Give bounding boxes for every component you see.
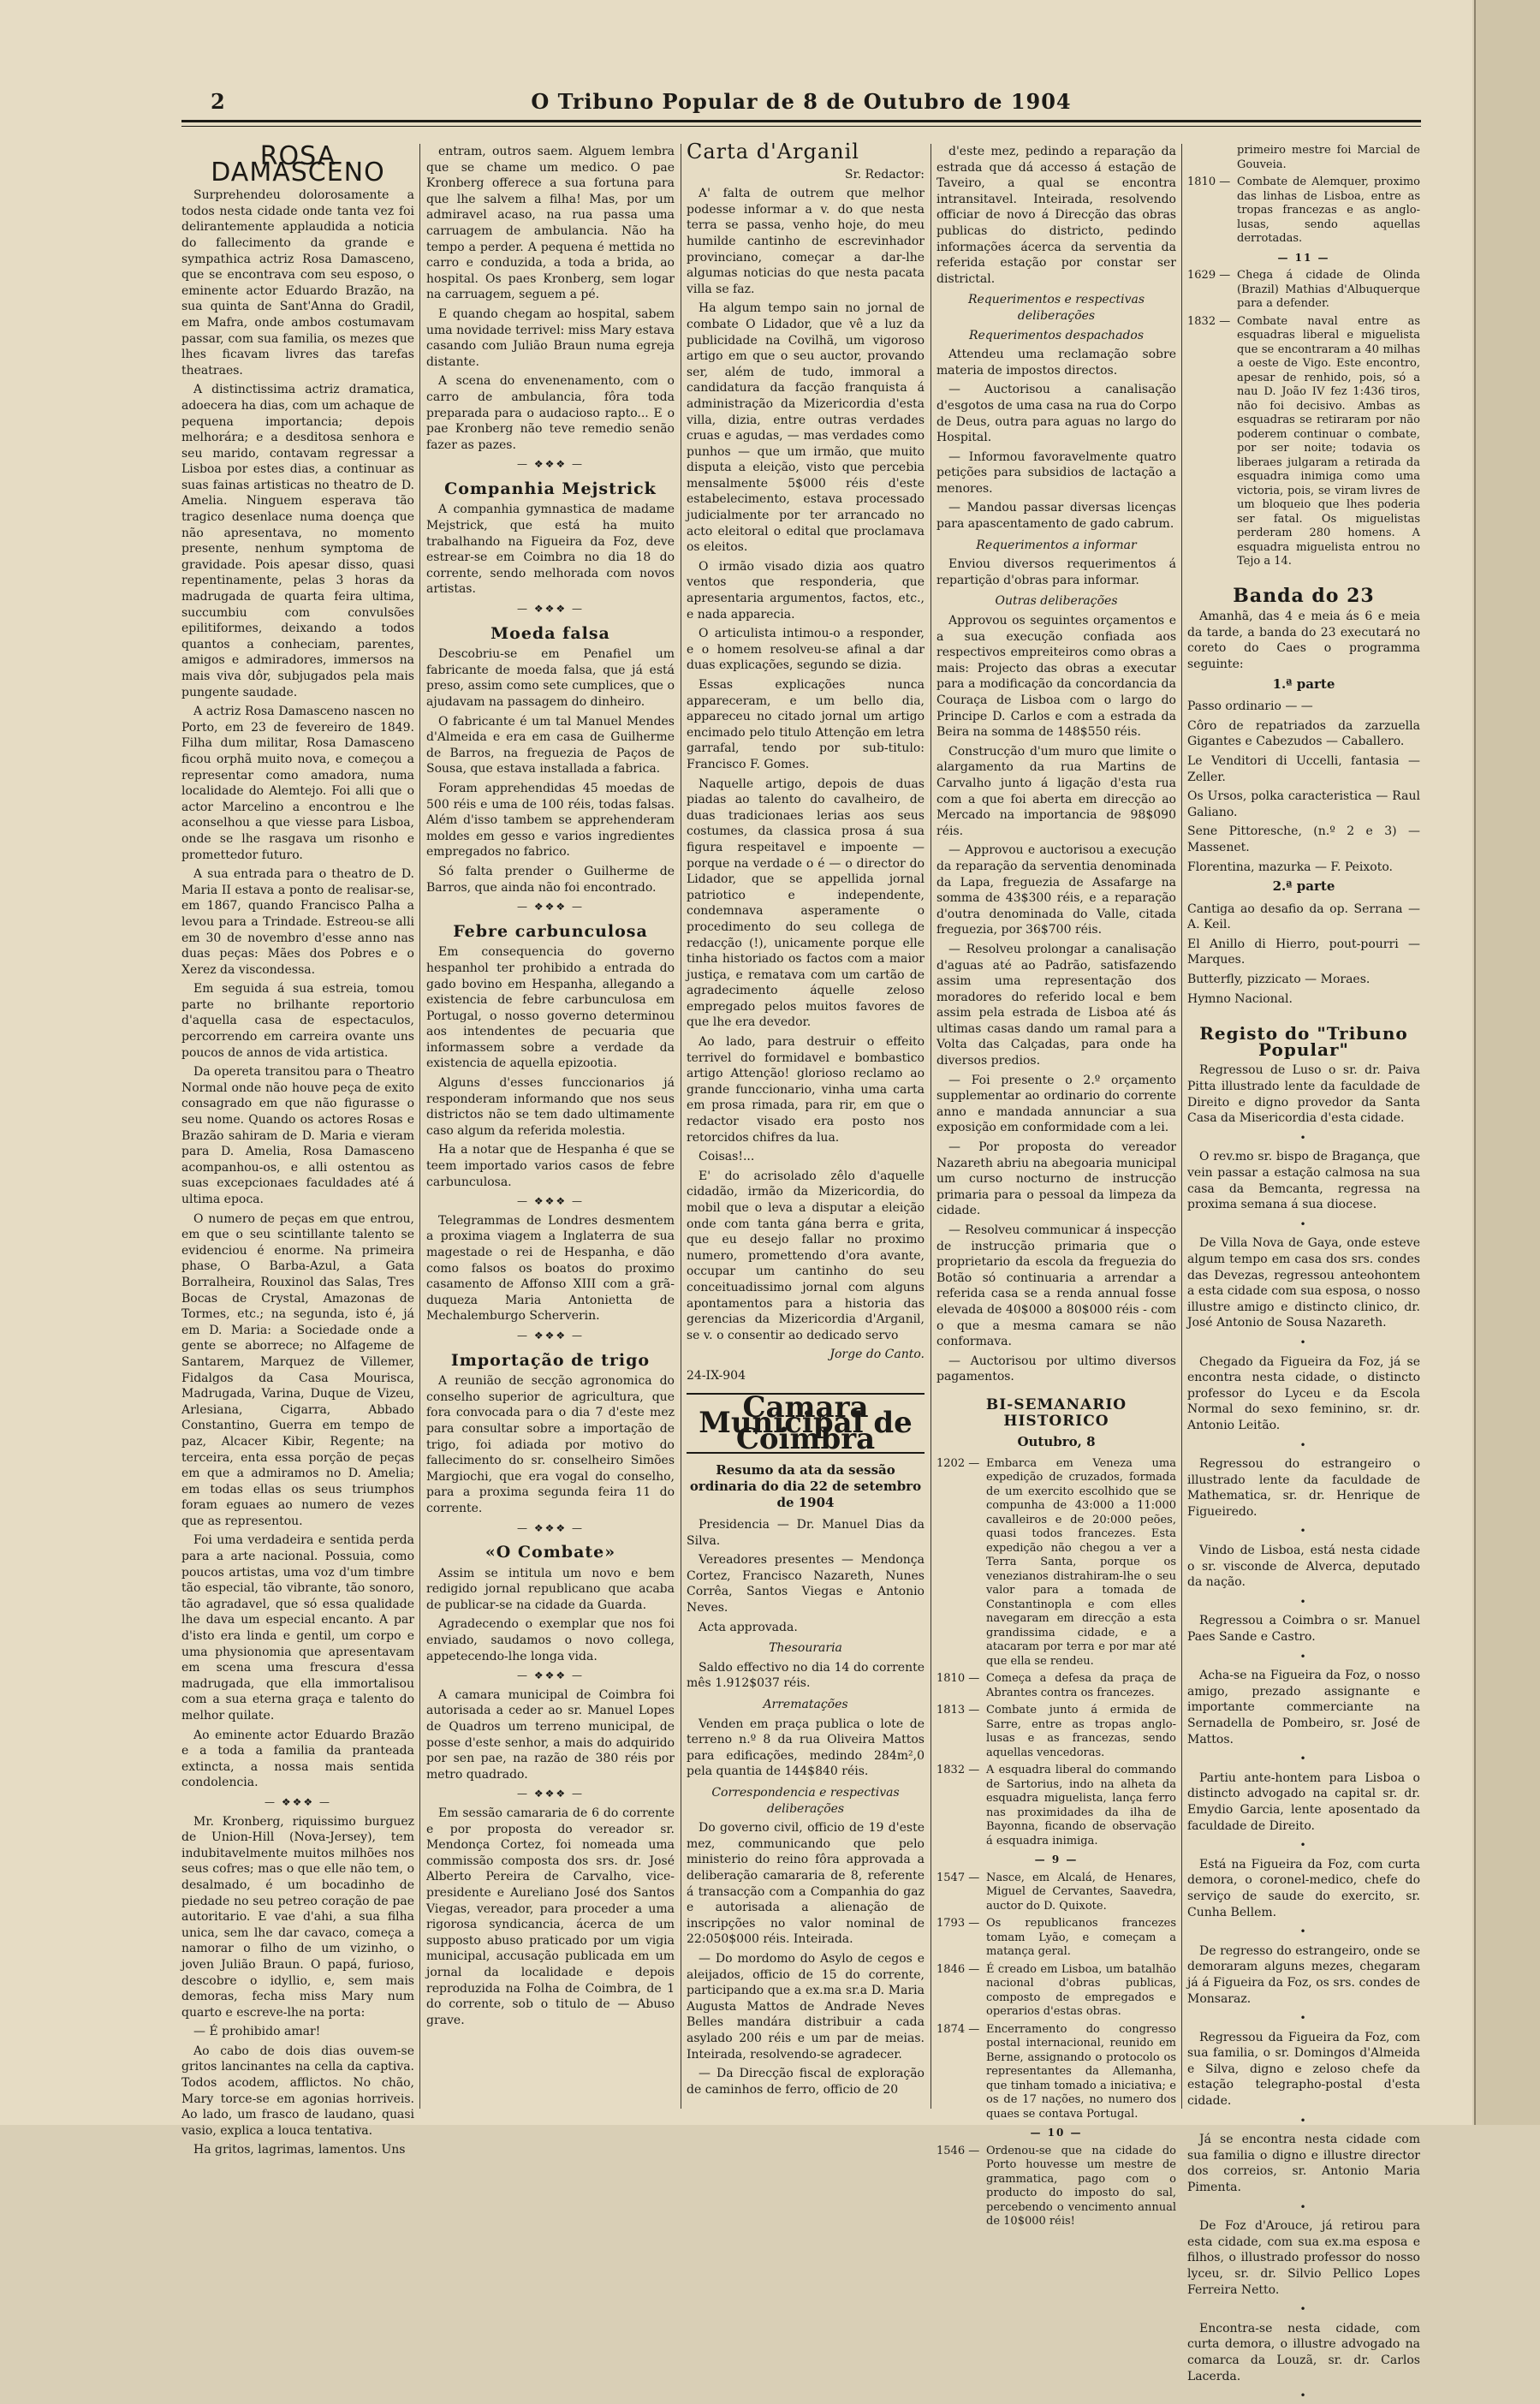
history-year: 1546 — bbox=[936, 2144, 980, 2157]
bullet-divider: • bbox=[1299, 1752, 1308, 1765]
registo-item: Regressou a Coimbra o sr. Manuel Paes Sande e Castro. bbox=[1187, 1614, 1420, 1645]
history-year: 1832 — bbox=[936, 1764, 980, 1777]
history-entry bbox=[936, 1672, 1176, 1700]
banda-title: Banda do 23 bbox=[1233, 584, 1375, 607]
bullet-divider: • bbox=[1299, 2012, 1308, 2025]
correspondencia-heading: Correspondencia e respectivas deliberações bbox=[711, 1786, 900, 1816]
history-entry bbox=[1187, 269, 1420, 312]
header-rule-thick bbox=[181, 120, 1421, 122]
paragraph: Ao lado, para destruir o effeito terrivel do formidavel e bombastico artigo Attenção! glorioso reclamo ao grande funccionario, vinha uma carta em prosa rimada, para rir, em que o redactor visado era posto nos retorcidos chifres da lua. bbox=[687, 1035, 925, 1145]
registo-item: De Foz d'Arouce, já retirou para esta cidade, com sua ex.ma esposa e filhos, o illustrado professor do nosso lyceu, sr. dr. Silvio Pellico Lopes Ferreira Netto. bbox=[1187, 2219, 1420, 2297]
registo-title: Registo do "Tribuno Popular" bbox=[1199, 1023, 1408, 1060]
column-1 bbox=[181, 141, 414, 2157]
history-entry bbox=[936, 1764, 1176, 1848]
historico-date: Outubro, 8 bbox=[1017, 1434, 1096, 1450]
requerimentos-body bbox=[936, 347, 1176, 533]
bullet-divider: • bbox=[1299, 2389, 1308, 2402]
paragraph: Hymno Nacional. bbox=[1187, 991, 1293, 1006]
informar-text: Enviou diversos requerimentos á repartição d'obras para informar. bbox=[936, 557, 1176, 587]
paragraph: Ha gritos, lagrimas, lamentos. Uns bbox=[193, 2143, 406, 2157]
history-text: Começa a defesa da praça de Abrantes contra os francezes. bbox=[986, 1672, 1176, 1699]
historico-day-9: — 9 — bbox=[1034, 1854, 1079, 1866]
separator: — ❖❖❖ — bbox=[517, 1195, 584, 1208]
history-entry bbox=[1187, 176, 1420, 247]
outras-body bbox=[936, 613, 1176, 1385]
history-text: primeiro mestre foi Marcial de Gouveia. bbox=[1237, 144, 1420, 171]
paragraph: A sua entrada para o theatro de D. Maria II estava a ponto de realisar-se, em 1867, quando Francisco Palha a levou para a Trindade. Estreou-se alli em 30 de novembro d'esse anno nas duas peças: Mães dos Pobres e o Xerez da viscondessa. bbox=[181, 867, 414, 977]
paragraph: Ao eminente actor Eduardo Brazão e a toda a familia da pranteada extincta, a nossa mais sentida condolencia. bbox=[181, 1728, 414, 1790]
registo-item: De regresso do estrangeiro, onde se demoraram alguns mezes, chegaram já á Figueira da Foz, os srs. condes de Monsaraz. bbox=[1187, 1943, 1420, 2006]
programme-part-2 bbox=[1187, 902, 1420, 1008]
paragraph: Em consequencia do governo hespanhol ter prohibido a entrada do gado bovino em Hespanha, allegando a existencia de febre carbunculosa em Portugal, o nosso governo determinou aos intendentes de pecuaria que informassem sobre a verdade da existencia de aquella epizootia. bbox=[426, 945, 675, 1071]
separator: — ❖❖❖ — bbox=[517, 1521, 584, 1534]
adjacent-page-edge bbox=[1474, 0, 1540, 2125]
registo-item: Chegado da Figueira da Foz, já se encontra nesta cidade, o distincto professor do Lyceu e da Escola Normal do sexo feminino, sr. dr. Antonio Leitão. bbox=[1187, 1354, 1420, 1432]
bullet-divider: • bbox=[1299, 1131, 1308, 1144]
paragraph: A distinctissima actriz dramatica, adoecera ha dias, com um achaque de pequena importancia; depois melhorára; e a desditosa senhora e seu marido, contavam regressar a Lisboa por estes dias, a continuar as suas fainas artisticas no theatro de D. Amelia. Ninguem esperava tão tragico desenlace numa doença que não apresentava, no momento presente, nenhum symptoma de gravidade. Pois apesar disso, quasi repentinamente, pelas 3 horas da madrugada de quarta feira ultima, succumbiu com convulsões epilitiformes, deixando a todos quantos a conheciam, parentes, amigos e admiradores, immersos na mais viva dôr, subjugados pela mais pungente saudade. bbox=[181, 383, 414, 699]
kronberg-continuation bbox=[426, 144, 675, 453]
paragraph: Approvou os seguintes orçamentos e a sua execução confiada aos respectivos empreiteiros como obras a mais: Projecto das obras a executar para a modificação da concordancia da Couraça de Lisboa com o largo do Principe D. Carlos e com a estrada da Beira na somma de 148$550 réis. bbox=[936, 614, 1176, 740]
paragraph: A reunião de secção agronomica do conselho superior de agricultura, que fora convocada para o dia 7 d'este mez para consultar sobre a importação de trigo, foi adiada por motivo do fallecimento do sr. conselheiro Simões Margiochi, que era vogal do conselho, para a proxima segunda feira 11 do corrente. bbox=[426, 1374, 675, 1515]
separator: — ❖❖❖ — bbox=[517, 1329, 584, 1342]
bullet-divider: • bbox=[1299, 1595, 1308, 1608]
registo-item: O rev.mo sr. bispo de Bragança, que vein passar a estação calmosa na sua casa da Bemcanta, regressa na proxima semana á sua diocese. bbox=[1187, 1150, 1420, 1212]
paragraph: Descobriu-se em Penafiel um fabricante de moeda falsa, que já está preso, assim como sete cumplices, que o ajudavam na passagem do dinheiro. bbox=[426, 647, 675, 709]
paragraph: Assim se intitula um novo e bem redigido jornal republicano que acaba de publicar-se na cidade da Guarda. bbox=[426, 1566, 675, 1612]
history-entry bbox=[936, 1917, 1176, 1960]
paragraph: d'este mez, pedindo a reparação da estrada que dá accesso á estação de Taveiro, a qual se encontra intransitavel. Inteirada, resolvendo officiar de novo á Direcção das obras publicas do districto, pedindo informações ácerca da serventia da referida estação por constar ser districtal. bbox=[936, 145, 1176, 286]
paragraph: Do governo civil, officio de 19 d'este mez, communicando que pelo ministerio do reino fôra approvada a deliberação camararia de 8, referente á transacção com a Companhia do gaz e autorisada a alienação de inscripções no valor nominal de 22:050$000 réis. Inteirada. bbox=[687, 1821, 925, 1947]
parte-2-heading: 2.ª parte bbox=[1272, 878, 1335, 895]
paragraph: — Resolveu prolongar a canalisação d'aguas até ao Padrão, satisfazendo assim uma representação dos moradores do referido local e bem assim pela estrada de Lisboa até ás ultimas casas dando um ramal para a Volta das Calçadas, para onde ha diversos predios. bbox=[936, 942, 1176, 1068]
newspaper-title-date: O Tribuno Popular de 8 de Outubro de 1904 bbox=[531, 89, 1072, 114]
history-year: 1813 — bbox=[936, 1704, 980, 1717]
section-heading: Companhia Mejstrick bbox=[444, 479, 657, 498]
informar-heading: Requerimentos a informar bbox=[976, 538, 1137, 552]
paragraph: Mr. Kronberg, riquissimo burguez de Union-Hill (Nova-Jersey), tem indubitavelmente muitos milhões nos seus cofres; mas o que elle não tem, o desalmado, é um bocadinho de piedade no seu petreo coração de pae autoritario. E vae d'ahi, a sua filha unica, sem lhe dar cavaco, começa a namorar o filho de um vizinho, o joven Julião Braun. O papá, furioso, descobre o idyllio, e, sem mais demoras, fecha miss Mary num quarto e escreve-lhe na porta: bbox=[181, 1814, 414, 2020]
paragraph: — Auctorisou a canalisação d'esgotos de uma casa na rua do Corpo de Deus, outra para aguas no largo do Hospital. bbox=[936, 383, 1176, 445]
page-number: 2 bbox=[211, 89, 225, 114]
column-4 bbox=[936, 144, 1176, 2228]
history-text: Chega á cidade de Olinda (Brazil) Mathias d'Albuquerque para a defender. bbox=[1237, 269, 1420, 311]
paragraph: — Por proposta do vereador Nazareth abriu na abegoaria municipal um curso nocturno de instrucção primaria para o pessoal da limpeza da cidade. bbox=[936, 1140, 1176, 1218]
history-entry bbox=[936, 1457, 1176, 1669]
history-entry bbox=[936, 1963, 1176, 2020]
registo-item: Está na Figueira da Foz, com curta demora, o coronel-medico, chefe do serviço de saude do exercito, sr. Cunha Bellem. bbox=[1187, 1857, 1420, 1919]
paragraph: Só falta prender o Guilherme de Barros, que ainda não foi encontrado. bbox=[426, 864, 675, 895]
paragraph: Passo ordinario — — bbox=[1187, 699, 1313, 714]
paragraph: Ha a notar que de Hespanha é que se teem importado varios casos de febre carbunculosa. bbox=[426, 1143, 675, 1189]
paragraph: Sene Pittoresche, (n.º 2 e 3) — Massenet. bbox=[1187, 824, 1420, 854]
paragraph: Côro de repatriados da zarzuella Gigantes e Cabezudos — Caballero. bbox=[1187, 718, 1420, 749]
registo-item: Já se encontra nesta cidade com sua familia o digno e illustre director dos correios, sr. Antonio Maria Pimenta. bbox=[1187, 2133, 1420, 2195]
paragraph: — Do mordomo do Asylo de cegos e aleijados, officio de 15 do corrente, participando que a ex.ma sr.a D. Maria Augusta Mattos de Andrade Neves Belles mandára distribuir a cada asylado 200 réis e um par de meias. Inteirada, resolvendo-se agradecer. bbox=[687, 1951, 925, 2062]
history-text: Combate junto á ermida de Sarre, entre as tropas anglo-lusas e as francezas, sendo aquellas vencedoras. bbox=[986, 1704, 1176, 1759]
column-divider bbox=[1181, 144, 1182, 2109]
camara-intro bbox=[687, 1517, 925, 1635]
history-text: Combate de Alemquer, proximo das linhas de Lisboa, entre as tropas francezas e as anglo-lusas, sendo aquellas derrotadas. bbox=[1237, 176, 1420, 245]
article-title-carta-arganil: Carta d'Arganil bbox=[687, 140, 859, 164]
registo-item: Vindo de Lisboa, está nesta cidade o sr. visconde de Alverca, deputado da nação. bbox=[1187, 1544, 1420, 1590]
paragraph: Attendeu uma reclamação sobre materia de impostos directos. bbox=[936, 348, 1176, 378]
registo-item: Regressou de Luso o sr. dr. Paiva Pitta illustrado lente da faculdade de Direito e digno provedor da Santa Casa da Misericordia d'esta cidade. bbox=[1187, 1063, 1420, 1126]
bullet-divider: • bbox=[1299, 1839, 1308, 1852]
thesouraria-heading: Thesouraria bbox=[769, 1641, 842, 1656]
bullet-divider: • bbox=[1299, 1525, 1308, 1538]
history-text: Combate naval entre as esquadras liberal e miguelista que se encontraram a 40 milhas a oeste de Vigo. Este encontro, apesar de renhido, pois, só a nau D. João IV fez 1:436 tiros, não foi decisivo. Ambas as esquadras se retiraram por não poderem continuar o combate, por ser noite; todavia os liberaes julgaram a retirada da esquadra inimiga como uma victoria, pois, se viram livres de um bloqueio que lhes poderia ser fatal. Os miguelistas perderam 280 homens. A esquadra miguelista entrou no Tejo a 14. bbox=[1237, 314, 1420, 568]
article-title-rosa-damasceno: ROSA DAMASCENO bbox=[211, 141, 385, 187]
programme-part-1 bbox=[1187, 699, 1420, 875]
header-rule-thin bbox=[181, 126, 1421, 127]
outras-heading: Outras deliberações bbox=[995, 594, 1118, 609]
paragraph: Construcção d'um muro que limite o alargamento da rua Martins de Carvalho junto á ligação d'esta rua com a que foi aberta em direcção ao Mercado na importancia de 98$090 réis. bbox=[936, 744, 1176, 838]
history-year: 1832 — bbox=[1187, 314, 1231, 328]
correspondencia-body bbox=[687, 1820, 925, 2098]
registo-item: Acha-se na Figueira da Foz, o nosso amigo, prezado assignante e importante commerciante na Sernadella de Pombeiro, sr. José de Mattos. bbox=[1187, 1669, 1420, 1746]
paragraph: Cantiga ao desafio da op. Serrana — A. Keil. bbox=[1187, 902, 1420, 932]
history-text: Ordenou-se que na cidade do Porto houvesse um mestre de grammatica, pago com o producto do imposto do sal, percebendo o vencimento annual de 10$000 réis! bbox=[986, 2144, 1176, 2228]
carta-body bbox=[687, 186, 925, 1343]
history-text: A esquadra liberal do commando de Sartorius, indo na alheta da esquadra miguelista, lança ferro nas proximidades da ilha de Bayonna, ficando de observação á esquadra inimiga. bbox=[986, 1764, 1176, 1848]
historico-title: BI-SEMANARIO HISTORICO bbox=[985, 1395, 1127, 1430]
paragraph: Florentina, mazurka — F. Peixoto. bbox=[1187, 860, 1393, 874]
history-year: 1810 — bbox=[1187, 176, 1231, 188]
paragraph: — É prohibido amar! bbox=[193, 2025, 321, 2039]
paragraph: Ao cabo de dois dias ouvem-se gritos lancinantes na cella da captiva. Todos acodem, afflictos. No chão, Mary torce-se em agonias horriveis. Ao lado, um frasco de laudano, quasi vasio, explica a louca tentativa. bbox=[181, 2044, 414, 2138]
signature: Jorge do Canto. bbox=[829, 1348, 925, 1362]
separator: — ❖❖❖ — bbox=[517, 901, 584, 913]
paragraph: — Auctorisou por ultimo diversos pagamentos. bbox=[936, 1354, 1176, 1384]
bullet-divider: • bbox=[1299, 1336, 1308, 1348]
bullet-divider: • bbox=[1299, 1925, 1308, 1938]
section-heading: Importação de trigo bbox=[450, 1350, 651, 1370]
paragraph: Le Venditori di Uccelli, fantasia — Zeller. bbox=[1187, 753, 1420, 784]
paragraph: El Anillo di Hierro, pout-pourri — Marques. bbox=[1187, 937, 1420, 967]
history-text: Embarca em Veneza uma expedição de cruzados, formada de um exercito escolhido que se compunha de 43:000 a 11:000 cavalleiros e de 20:000 peões, quasi todos francezes. Esta expedição não chegou a ver a Terra Santa, porque os venezianos distrahiram-lhe o seu valor para a tomada de Constantinopla e com elles navegaram em direcção a esta grandissima cidade, e a atacaram por terra e por mar até que ella se rendeu. bbox=[986, 1456, 1176, 1668]
paragraph: — Approvou e auctorisou a execução da reparação da serventia denominada da Lapa, freguezia de Assafarge na somma de 43$300 réis, e a reparação d'outra denominada do Valle, citada freguezia, por 36$700 réis. bbox=[936, 843, 1176, 937]
history-year: 1547 — bbox=[936, 1871, 980, 1884]
bullet-divider: • bbox=[1299, 1650, 1308, 1663]
thesouraria-text: Saldo effectivo no dia 14 do corrente mês 1.912$037 réis. bbox=[687, 1660, 925, 1691]
paragraph: — Foi presente o 2.º orçamento supplementar ao ordinario do corrente anno e mandada annunciar a sua exposição em conformidade com a lei. bbox=[936, 1073, 1176, 1135]
history-text: Os republicanos francezes tomam Lyão, e começam a matança geral. bbox=[986, 1917, 1176, 1959]
paragraph: Foram apprehendidas 45 moedas de 500 réis e uma de 100 réis, todas falsas. Além d'isso tambem se apprehenderam moldes em gesso e varios ingredientes empregados no fabrico. bbox=[426, 781, 675, 860]
camara-title: Camara Municipal de Coimbra bbox=[699, 1389, 913, 1456]
historico-entries-9 bbox=[936, 1871, 1176, 2122]
paragraph: Em sessão camararia de 6 do corrente e por proposta do vereador sr. Mendonça Cortez, foi nomeada uma commissão composta dos srs. dr. José Alberto Pereira de Carvalho, vice-presidente e Aureliano José dos Santos Viegas, vereador, para proceder a uma rigorosa syndicancia, ácerca de um supposto abuso praticado por um vigia municipal, accusação publicada em um jornal da localidade e depois reproduzida na Folha de Coimbra, de 1 do corrente, sob o titulo de — Abuso grave. bbox=[426, 1806, 675, 2027]
paragraph: A scena do envenenamento, com o carro de ambulancia, fôra toda preparada para o audacioso rapto... E o pae Kronberg não teve remedio senão fazer as pazes. bbox=[426, 374, 675, 452]
bullet-divider: • bbox=[1299, 2303, 1308, 2316]
bullet-divider: • bbox=[1299, 2200, 1308, 2213]
column-3 bbox=[687, 140, 925, 2113]
paragraph: Acta approvada. bbox=[699, 1620, 798, 1634]
historico-day-11: — 11 — bbox=[1277, 251, 1330, 264]
paragraph: O numero de peças em que entrou, em que o seu scintillante talento se evidenciou é enorme. Na primeira phase, O Barba-Azul, a Gata Borralheira, Rouxinol das Salas, Tres Bocas de Crystal, Amazonas de Tormes, etc.; na segunda, isto é, já em D. Maria: a Sociedade onde a gente se aborrece; no Alfageme de Santarem, Marquez de Villemer, Fidalgos da Casa Mourisca, Madrugada, Varina, Duque de Vizeu, Arlesiana, Cigarra, Abbado Constantino, Guerra em tempo de paz, Alcacer Kibir, Regente; na terceira, enta essa porção de peças em que a admiramos no D. Amelia; em todas ellas os seus triumphos foram eguaes ao numero de vezes que as representou. bbox=[181, 1211, 414, 1528]
paragraph: Vereadores presentes — Mendonça Cortez, Francisco Nazareth, Nunes Corrêa, Santos Viegas e Antonio Neves. bbox=[687, 1553, 925, 1616]
registo-item: Regressou da Figueira da Foz, com sua familia, o sr. Domingos d'Almeida e Silva, digno e zeloso chefe da estação telegrapho-postal d'esta cidade. bbox=[1187, 2030, 1420, 2109]
paragraph: Coisas!... bbox=[699, 1150, 755, 1164]
history-entry bbox=[936, 1871, 1176, 1914]
paragraph: A companhia gymnastica de madame Mejstrick, que está ha muito trabalhando na Figueira da Foz, deve estrear-se em Coimbra no dia 18 do corrente, sendo melhorada com novos artistas. bbox=[426, 503, 675, 597]
paragraph: Essas explicações nunca appareceram, e um bello dia, appareceu no citado jornal um artigo encimado pelo titulo Attenção em letra garrafal, tendo por sub-titulo: Francisco F. Gomes. bbox=[687, 678, 925, 771]
paragraph: A camara municipal de Coimbra foi autorisada a ceder ao sr. Manuel Lopes de Quadros um terreno municipal, de posse d'este senhor, a mais do adquirido por sen pae, na razão de 380 réis por metro quadrado. bbox=[426, 1687, 675, 1782]
registo-item: De Villa Nova de Gaya, onde esteve algum tempo em casa dos srs. condes das Devezas, regressou anteohontem a esta cidade com sua esposa, o nosso illustre amigo e distincto clinico, dr. José Antonio de Sousa Nazareth. bbox=[1187, 1236, 1420, 1330]
paragraph: E' do acrisolado zêlo d'aquelle cidadão, irmão da Mizericordia, do mobil que o leva a disputar a eleição onde com tanta gána berra e grita, que eu desejo fallar no proximo numero, promettendo d'ora avante, occupar um cantinho do seu conceituadissimo jornal com alguns apontamentos para a historia das gerencias da Mizericordia d'Arganil, se v. o consentir ao dedicado servo bbox=[687, 1169, 925, 1342]
paragraph: Alguns d'esses funccionarios já responderam informando que nos seus districtos não se tem dado ultimamente caso algum da referida molestia. bbox=[426, 1076, 675, 1138]
column-divider bbox=[419, 144, 420, 2109]
history-text: É creado em Lisboa, um batalhão nacional d'obras publicas, composto de empregados e operarios d'estas obras. bbox=[986, 1962, 1176, 2019]
paragraph: Foi uma verdadeira e sentida perda para a arte nacional. Possuia, como poucos artistas, uma voz d'um timbre tão especial, tão vibrante, tão sonoro, tão agradavel, que só essa qualidade lhe dava um especial encanto. A par d'isto era linda e gentil, um corpo e uma physionomia que apresentavam em scena uma frescura d'essa madrugada, que ella immortalisou com a sua eterna graça e talento do melhor quilate. bbox=[181, 1533, 414, 1723]
history-year: 1874 — bbox=[936, 2022, 980, 2036]
historico-entries bbox=[936, 1457, 1176, 1849]
separator: — ❖❖❖ — bbox=[265, 1795, 331, 1808]
registo-item: Partiu ante-hontem para Lisboa o distincto advogado na capital sr. dr. Emydio Garcia, lente aposentado da faculdade de Direito. bbox=[1187, 1770, 1420, 1833]
bullet-divider: • bbox=[1299, 2114, 1308, 2127]
history-year: 1793 — bbox=[936, 1917, 980, 1931]
letter-date: 24-IX-904 bbox=[687, 1368, 746, 1383]
registo-list bbox=[1187, 1062, 1420, 2403]
camara-subtitle: Resumo da ata da sessão ordinaria do dia 22 de setembro de 1904 bbox=[689, 1462, 922, 1510]
arrematacoes-heading: Arrematações bbox=[763, 1698, 848, 1712]
paragraph: O irmão visado dizia aos quatro ventos que responderia, que apresentaria argumentos, factos, etc., e nada apparecia. bbox=[687, 559, 925, 622]
paragraph: Da opereta transitou para o Theatro Normal onde não houve peça de exito consagrado em que não figurasse o seu nome. Quando os actores Rosas e Brazão sahiram de D. Maria e vieram para D. Amelia, Rosa Damasceno acompanhou-os, e alli ostentou as suas excepcionaes faculdades até á ultima epoca. bbox=[181, 1065, 414, 1206]
paragraph: O articulista intimou-o a responder, e o homem resolveu-se afinal a dar duas explicações, segundo se dizia. bbox=[687, 627, 925, 673]
news-sections bbox=[426, 456, 675, 2028]
registo-item: Encontra-se nesta cidade, com curta demora, o illustre advogado na comarca da Louzã, sr. dr. Carlos Lacerda. bbox=[1187, 2321, 1420, 2383]
paragraph: Surprehendeu dolorosamente a todos nesta cidade onde tanta vez foi delirantemente applaudida a noticia do fallecimento da grande e sympathica actriz Rosa Damasceno, que se encontrava com seu esposo, o eminente actor Eduardo Brazão, na sua quinta de Sant'Anna do Gradil, em Mafra, onde ambos costumavam passar, com sua familia, os mezes que lhes ficavam livres das tarefas theatraes. bbox=[181, 188, 414, 378]
history-entry bbox=[936, 2023, 1176, 2122]
paragraph: — Resolveu communicar á inspecção de instrucção primaria que o proprietario da escola da freguezia do Botão só continuaria a arrendar a referida casa se a renda annual fosse elevada de 40$000 a 80$000 réis - com o que a mesma camara se não conformava. bbox=[936, 1223, 1176, 1349]
bullet-divider: • bbox=[1299, 1217, 1308, 1230]
bullet-divider: • bbox=[1299, 1438, 1308, 1451]
paragraph: Em seguida á sua estreia, tomou parte no brilhante reportorio d'aquella casa de espectaculos, percorrendo em carreira ovante uns poucos de annos de vida artistica. bbox=[181, 982, 414, 1060]
kronberg-article-body bbox=[181, 1814, 414, 2158]
column-2 bbox=[426, 144, 675, 2113]
paragraph: Presidencia — Dr. Manuel Dias da Silva. bbox=[687, 1518, 925, 1548]
history-entry bbox=[1187, 315, 1420, 569]
parte-1-heading: 1.ª parte bbox=[1272, 675, 1335, 692]
paragraph: Telegrammas de Londres desmentem a proxima viagem a Inglaterra de sua magestade o rei de Hespanha, e dão como falsos os boatos do proximo casamento de Affonso XIII com a grã-duqueza Maria Antonietta de Mechalemburgo Scherverin. bbox=[426, 1213, 675, 1324]
paragraph: Os Ursos, polka caracteristica — Raul Galiano. bbox=[1187, 789, 1420, 819]
separator: — ❖❖❖ — bbox=[517, 458, 584, 471]
historico-top bbox=[1187, 144, 1420, 247]
section-heading: Moeda falsa bbox=[491, 623, 610, 643]
history-text: Nasce, em Alcalá, de Henares, Miguel de Cervantes, Saavedra, auctor do D. Quixote. bbox=[986, 1871, 1176, 1913]
paragraph: — Da Direcção fiscal de exploração de caminhos de ferro, officio de 20 bbox=[687, 2067, 925, 2097]
history-year: 1202 — bbox=[936, 1456, 980, 1470]
paragraph: — Mandou passar diversas licenças para apascentamento de gado cabrum. bbox=[936, 501, 1176, 532]
banda-text: Amanhã, das 4 e meia ás 6 e meia da tarde, a banda do 23 executará no coreto do Caes o programma seguinte: bbox=[1187, 610, 1420, 671]
paragraph: Butterfly, pizzicato — Moraes. bbox=[1187, 973, 1371, 987]
separator: — ❖❖❖ — bbox=[517, 1788, 584, 1800]
camara-title-box bbox=[687, 1389, 925, 1456]
history-entry bbox=[936, 1704, 1176, 1760]
requerimentos-subheading: Requerimentos despachados bbox=[968, 328, 1145, 342]
historico-day-10: — 10 — bbox=[1030, 2127, 1083, 2139]
paragraph: A' falta de outrem que melhor podesse informar a v. do que nesta terra se passa, venho hoje, do meu humilde cantinho de escrevinhador provinciano, começar a dar-lhe algumas noticias do que nesta pacata villa se faz. bbox=[687, 187, 925, 296]
paragraph: A actriz Rosa Damasceno nascen no Porto, em 23 de fevereiro de 1849. Filha dum militar, Rosa Damasceno ficou orphã muito nova, e começou a representar como amadora, numa localidade do Alemtejo. Foi alli que o actor Marcelino a encontrou e lhe aconselhou a que viesse para Lisboa, onde se lhe rasgava um risonho e promettedor futuro. bbox=[181, 705, 414, 862]
arrematacoes-text: Venden em praça publica o lote de terreno n.º 8 da rua Oliveira Mattos para edificações, medindo 284m²,0 pela quantia de 144$840 réis. bbox=[687, 1717, 925, 1779]
paragraph: Naquelle artigo, depois de duas piadas ao talento do cavalheiro, de duas tradicionaes lerias aos seus costumes, da classica prosa á sua figura respeitavel e impoente — porque na verdade o é — o director do Lidador, que se appellida jornal patriotico e independente, condemnava asperamente o procedimento do seu collega de redacção (!), unicamente porque elle tinha historiado os factos com a maior justiça, e rematava com um cartão de agradecimento áquelle zeloso empregado pelos muitos favores de que lhe era devedor. bbox=[687, 777, 925, 1030]
history-text: Encerramento do congresso postal internacional, reunido em Berne, assignando o protocolo os representantes da Allemanha, que tinham tomado a iniciativa; e os de 17 nações, no numero dos quaes se contava Portugal. bbox=[986, 2022, 1176, 2121]
history-year: 1846 — bbox=[936, 1962, 980, 1976]
section-heading: Febre carbunculosa bbox=[453, 921, 648, 941]
paragraph: E quando chegam ao hospital, sabem uma novidade terrivel: miss Mary estava casando com Julião Braun numa egreja distante. bbox=[426, 306, 675, 369]
section-heading: «O Combate» bbox=[485, 1543, 616, 1562]
history-entry bbox=[936, 2145, 1176, 2229]
paragraph: entram, outros saem. Alguem lembra que se chame um medico. O pae Kronberg offerece a sua fortuna para que lhe salvem a filha! Mas, por um admiravel acaso, na rua passa uma carruagem de ambulancia. Não ha tempo a perder. A pequena é mettida no carro e conduzida, a toda a brida, ao hospital. Os paes Kronberg, sem logar na carruagem, seguem a pé. bbox=[426, 145, 675, 302]
rosa-article-body bbox=[181, 187, 414, 1791]
camara-continuation bbox=[936, 144, 1176, 287]
registo-item: Regressou do estrangeiro o illustrado lente da faculdade de Mathematica, sr. dr. Henrique de Figueiredo. bbox=[1187, 1457, 1420, 1519]
column-5 bbox=[1187, 144, 1420, 2402]
history-entry bbox=[1187, 144, 1420, 172]
separator: — ❖❖❖ — bbox=[517, 603, 584, 616]
historico-entries-11 bbox=[1187, 269, 1420, 569]
paragraph: Agradecendo o exemplar que nos foi enviado, saudamos o novo collega, appetecendo-lhe longa vida. bbox=[426, 1617, 675, 1663]
history-year: 1629 — bbox=[1187, 269, 1231, 283]
requerimentos-heading: Requerimentos e respectivas deliberações bbox=[967, 293, 1145, 323]
paragraph: O fabricante é um tal Manuel Mendes d'Almeida e era em casa de Guilherme de Barros, na freguezia de Paços de Sousa, que estava installada a fabrica. bbox=[426, 714, 675, 777]
historico-entries-10 bbox=[936, 2145, 1176, 2229]
paragraph: — Informou favoravelmente quatro petições para subsidios de lactação a menores. bbox=[936, 449, 1176, 496]
separator: — ❖❖❖ — bbox=[517, 1669, 584, 1682]
salutation: Sr. Redactor: bbox=[844, 167, 925, 181]
history-year: 1810 — bbox=[936, 1672, 980, 1686]
paragraph: Ha algum tempo sain no jornal de combate O Lidador, que vê a luz da publicidade na Covilhã, um vigoroso artigo em que o seu auctor, provando ser, além de tudo, immoral a candidatura da facção franquista á administração da Mizericordia d'esta villa, dizia, entre outras verdades cruas e agudas, — mas verdades como punhos — que um irmão, que muito disputa a eleição, visto que percebia mensalmente 5$000 réis d'este estabelecimento, estava processado judicialmente por ter arrancado no acto eleitoral o edital que proclamava os eleitos. bbox=[687, 301, 925, 555]
